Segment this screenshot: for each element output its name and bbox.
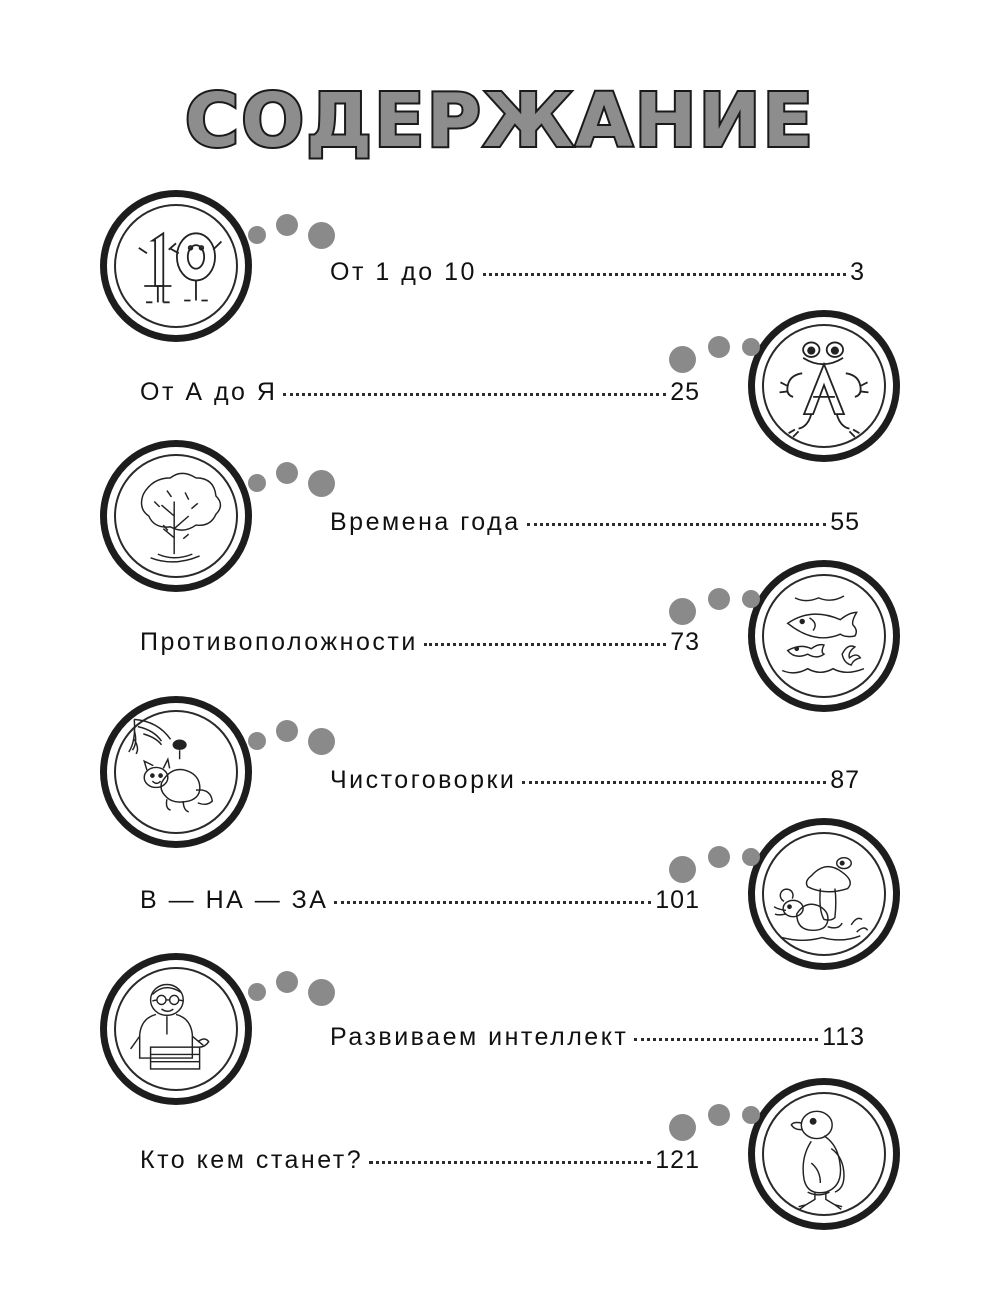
toc-entry-label: От А до Я — [140, 378, 278, 406]
leader-dots — [283, 393, 666, 396]
decorative-dots — [640, 832, 760, 892]
toc-entry[interactable] — [140, 378, 700, 407]
toc-entry-page: 3 — [850, 258, 865, 286]
toc-entry[interactable] — [330, 766, 860, 795]
toc-entry-label: В — НА — ЗА — [140, 886, 329, 914]
decorative-dots — [640, 1090, 760, 1150]
leader-dots — [634, 1038, 818, 1041]
toc-entry[interactable] — [140, 886, 700, 915]
toc-entry[interactable] — [140, 1146, 700, 1175]
toc-entry-label: От 1 до 10 — [330, 258, 477, 286]
leader-dots — [424, 643, 666, 646]
decorative-dots — [248, 444, 368, 504]
leader-dots — [369, 1161, 651, 1164]
toc-entry-page: 55 — [830, 508, 860, 536]
leader-dots — [527, 523, 827, 526]
leader-dots — [334, 901, 651, 904]
toc-entry[interactable] — [140, 628, 700, 657]
fish-underwater-icon — [755, 567, 893, 705]
toc-row — [0, 1078, 1000, 1238]
toc-entry-label: Противоположности — [140, 628, 418, 656]
illustration-badge-duckling — [748, 1078, 900, 1230]
toc-entry[interactable] — [330, 1023, 865, 1052]
toc-entry-page: 101 — [655, 886, 700, 914]
toc-entry-page: 113 — [822, 1023, 865, 1051]
mouse-mushroom-icon — [755, 825, 893, 963]
toc-entry-label: Чистоговорки — [330, 766, 517, 794]
toc-entry-label: Развиваем интеллект — [330, 1023, 629, 1051]
page-title: СОДЕРЖАНИЕ — [184, 78, 816, 164]
decorative-dots — [248, 953, 368, 1013]
toc-entry-page: 25 — [670, 378, 700, 406]
toc-entry-label: Времена года — [330, 508, 521, 536]
leader-dots — [483, 273, 846, 276]
toc-entry-page: 121 — [655, 1146, 700, 1174]
decorative-dots — [248, 196, 368, 256]
decorative-dots — [248, 702, 368, 762]
toc-entry[interactable] — [330, 508, 860, 537]
toc-entry-label: Кто кем станет? — [140, 1146, 364, 1174]
toc-entry-page: 73 — [670, 628, 700, 656]
toc-entry[interactable] — [330, 258, 865, 287]
decorative-dots — [640, 574, 760, 634]
duckling-icon — [755, 1085, 893, 1223]
leader-dots — [522, 781, 826, 784]
decorative-dots — [640, 322, 760, 382]
toc-entry-page: 87 — [830, 766, 860, 794]
